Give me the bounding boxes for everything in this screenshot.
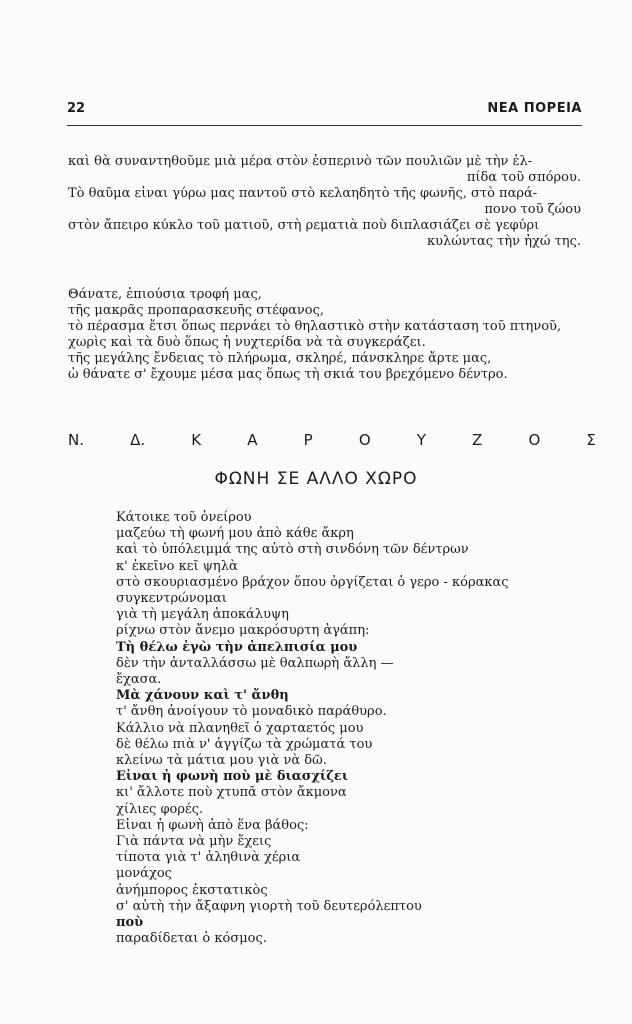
page-number: 22	[67, 101, 86, 116]
prose-paragraph-2	[68, 287, 581, 383]
author-name	[68, 431, 596, 449]
author-letter: Σ	[586, 431, 596, 449]
author-letter: Ζ	[472, 431, 483, 449]
poem-line: δὲ θέλω πιὰ ν' ἀγγίζω τὰ χρώματά του	[116, 736, 373, 752]
prose-line: καὶ θὰ συναντηθοῦμε μιὰ μέρα στὸν ἑσπερινὸ τῶν πουλιῶν μὲ τὴν ἐλ-	[68, 154, 533, 169]
header-rule	[67, 125, 582, 126]
prose-line: χωρὶς καὶ τὰ δυὸ ὅπως ἡ νυχτερίδα νὰ τὰ συγκεράζει.	[68, 335, 426, 350]
prose-line: κυλώντας τὴν ἠχώ της.	[427, 234, 581, 249]
prose-line: στὸν ἄπειρο κύκλο τοῦ ματιοῦ, στὴ ρεματιὰ ποὺ διπλασιάζει σὲ γεφύρι	[68, 218, 540, 233]
poem-line: Εἶναι ἡ φωνὴ ποὺ μὲ διασχίζει	[116, 769, 349, 785]
poem-line: Γιὰ πάντα νὰ μὴν ἔχεις	[116, 834, 272, 850]
poem-line: μαζεύω τὴ φωνή μου ἀπὸ κάθε ἄκρη	[116, 526, 354, 542]
prose-line: τῆς μακρᾶς προπαρασκευῆς στέφανος,	[68, 303, 325, 318]
poem-line: τίποτα γιὰ τ' ἀληθινὰ χέρια	[116, 850, 301, 866]
poem-line: Εἶναι ἡ φωνὴ ἀπὸ ἕνα βάθος:	[116, 817, 309, 833]
poem-line: παραδίδεται ὁ κόσμος.	[116, 931, 267, 947]
poem-line: Τὴ θέλω ἐγὼ τὴν ἀπελπισία μου	[116, 639, 358, 655]
poem-line: ἔχασα.	[116, 672, 162, 688]
poem-line: κ' ἐκεῖνο κεῖ ψηλὰ	[116, 558, 238, 574]
poem-line: ποὺ	[116, 915, 144, 931]
prose-line: ὦ θάνατε σ' ἔχουμε μέσα μας ὅπως τὴ σκιά του βρεχόμενο δέντρο.	[68, 367, 508, 382]
poem-line: δὲν τὴν ἀνταλλάσσω μὲ θαλπωρὴ ἄλλη —	[116, 655, 394, 671]
poem-line: Κάτοικε τοῦ ὀνείρου	[116, 510, 252, 525]
poem-line: ἀνήμπορος ἐκστατικὸς	[116, 882, 268, 898]
author-letter: Ο	[528, 431, 541, 449]
poem-line: Κάλλιο νὰ πλανηθεῖ ὁ χαρταετός μου	[116, 720, 364, 736]
prose-line: Τὸ θαῦμα εἶναι γύρω μας παντοῦ στὸ κελαηδητὸ τῆς φωνῆς, στὸ παρά-	[68, 186, 538, 201]
prose-line: Θάνατε, ἐπιούσια τροφή μας,	[68, 287, 262, 302]
prose-paragraph-1	[68, 154, 581, 250]
author-letter: Ο	[358, 431, 371, 449]
running-header-title: ΝΕΑ ΠΟΡΕΙΑ	[487, 101, 582, 116]
poem-line: γιὰ τὴ μεγάλη ἀποκάλυψη	[116, 607, 289, 623]
author-letter: Α	[247, 431, 258, 449]
prose-line: τῆς μεγάλης ἔνδειας τὸ πλήρωμα, σκληρέ, πάνσκληρε ἄρτε μας,	[68, 351, 492, 366]
prose-line: πονο τοῦ ζώου	[484, 202, 581, 217]
author-letter: Ρ	[303, 431, 313, 449]
poem-line: τ' ἄνθη ἀνοίγουν τὸ μοναδικὸ παράθυρο.	[116, 704, 387, 720]
poem-line: ρίχνω στὸν ἄνεμο μακρόσυρτη ἀγάπη:	[116, 623, 370, 639]
poem-body	[116, 510, 586, 947]
poem-line: καὶ τὸ ὑπόλειμμά της αὐτὸ στὴ σινδόνη τῶν δέντρων	[116, 542, 469, 558]
author-letter: Υ	[416, 431, 426, 449]
poem-line: συγκεντρώνομαι	[116, 591, 227, 607]
author-letter: Κ	[191, 431, 202, 449]
poem-title: ΦΩΝΗ ΣΕ ΑΛΛΟ ΧΩΡΟ	[214, 469, 418, 489]
poem-line: κι' ἄλλοτε ποὺ χτυπᾶ στὸν ἄκμονα	[116, 785, 347, 801]
poem-line: κλείνω τὰ μάτια μου γιὰ νὰ δῶ.	[116, 753, 327, 769]
poem-line: χίλιες φορές.	[116, 801, 204, 817]
poem-line: σ' αὐτὴ τὴν ἄξαφνη γιορτὴ τοῦ δευτερόλεπτου	[116, 898, 422, 914]
prose-line: πίδα τοῦ σπόρου.	[466, 170, 581, 185]
author-letter: Δ.	[130, 431, 146, 449]
author-letter: Ν.	[68, 431, 84, 449]
poem-line: μονάχος	[116, 866, 172, 882]
poem-line: Μὰ χάνουν καὶ τ' ἄνθη	[116, 688, 289, 704]
poem-line: στὸ σκουριασμένο βράχον ὅπου ὀργίζεται ὁ γερο - κόρακας	[116, 574, 509, 590]
prose-line: τὸ πέρασμα ἔτσι ὅπως περνάει τὸ θηλαστικὸ στὴν κατάσταση τοῦ πτηνοῦ,	[68, 319, 562, 334]
